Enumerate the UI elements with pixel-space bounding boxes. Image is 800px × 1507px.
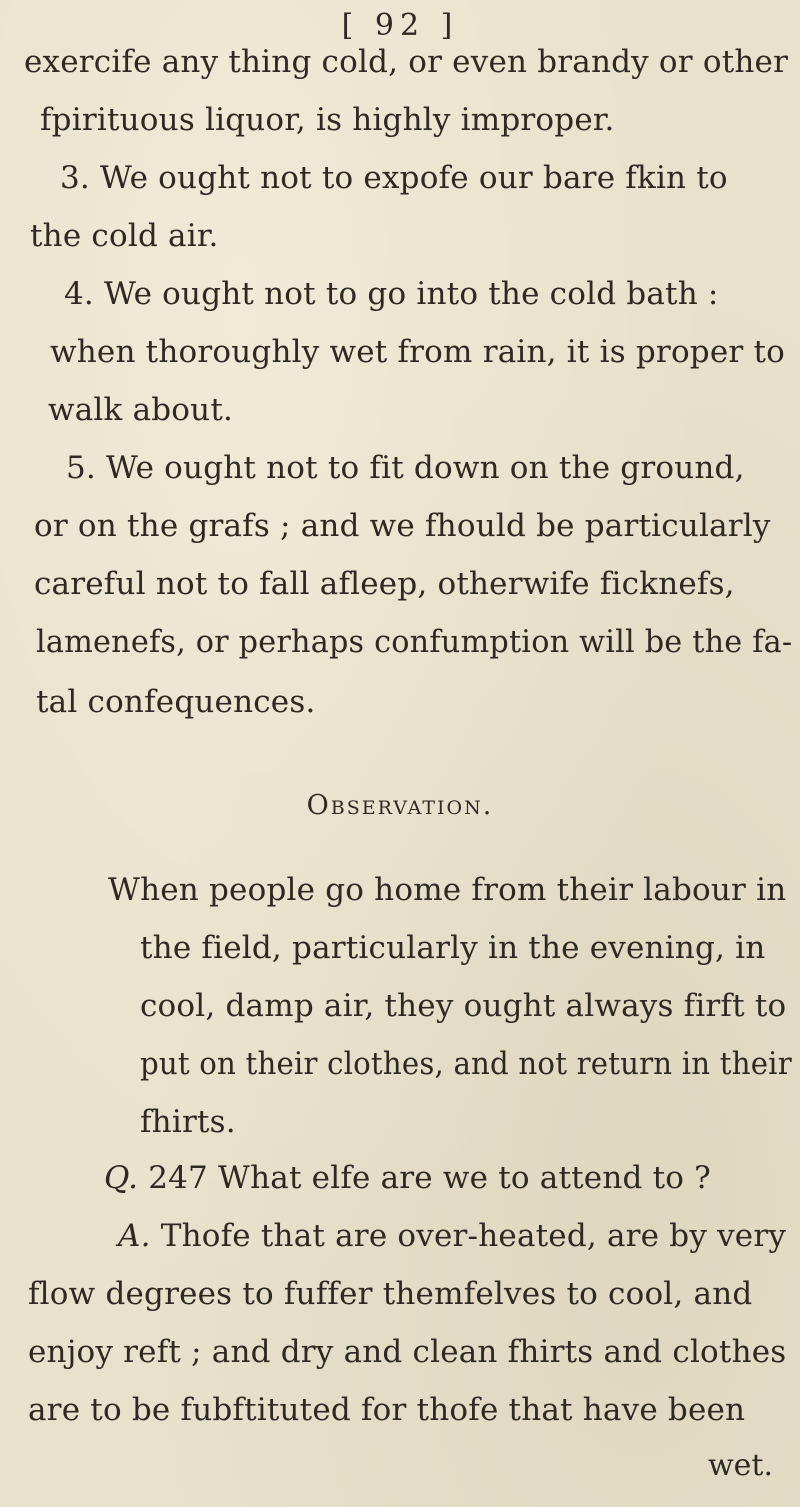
answer-line: flow degrees to fuffer themfelves to cool, and <box>28 1276 753 1312</box>
text-line: fpirituous liquor, is highly improper. <box>40 102 615 138</box>
answer-line: enjoy reft ; and dry and clean fhirts and clothes <box>28 1334 787 1370</box>
observation-heading: Observation. <box>306 790 494 821</box>
answer-text: Thofe that are over-heated, are by very <box>160 1218 787 1254</box>
question-label: Q. <box>104 1160 139 1196</box>
rule-4-line: when thoroughly wet from rain, it is proper to <box>50 334 785 370</box>
observation-line: fhirts. <box>140 1104 236 1140</box>
rule-5-line: tal confequences. <box>36 684 316 720</box>
observation-line: the field, particularly in the evening, in <box>140 930 766 966</box>
answer-line: are to be fubftituted for thofe that have been <box>28 1392 746 1428</box>
rule-4-line: walk about. <box>48 392 234 428</box>
rule-4-line: 4. We ought not to go into the cold bath : <box>64 276 719 312</box>
observation-line: cool, damp air, they ought always firft to <box>140 988 787 1024</box>
rule-5-line: 5. We ought not to fit down on the ground, <box>66 450 745 486</box>
rule-3-line: the cold air. <box>30 218 219 254</box>
observation-line: put on their clothes, and not return in their <box>140 1046 792 1082</box>
rule-5-line: careful not to fall afleep, otherwife ficknefs, <box>34 566 735 602</box>
answer-label: A. <box>118 1218 151 1254</box>
rule-3-line: 3. We ought not to expofe our bare fkin to <box>60 160 728 196</box>
page-number: [ 92 ] <box>341 8 459 43</box>
rule-5-line: or on the grafs ; and we fhould be particularly <box>34 508 771 544</box>
question-text: What elfe are we to attend to ? <box>218 1160 711 1196</box>
rule-5-line: lamenefs, or perhaps confumption will be the fa- <box>36 624 793 660</box>
observation-line: When people go home from their labour in <box>108 872 787 908</box>
answer-line <box>118 1218 786 1254</box>
catchword: wet. <box>708 1448 774 1483</box>
question-number: 247 <box>148 1160 208 1196</box>
text-line: exercife any thing cold, or even brandy or other <box>24 44 789 80</box>
question-line <box>104 1160 711 1196</box>
